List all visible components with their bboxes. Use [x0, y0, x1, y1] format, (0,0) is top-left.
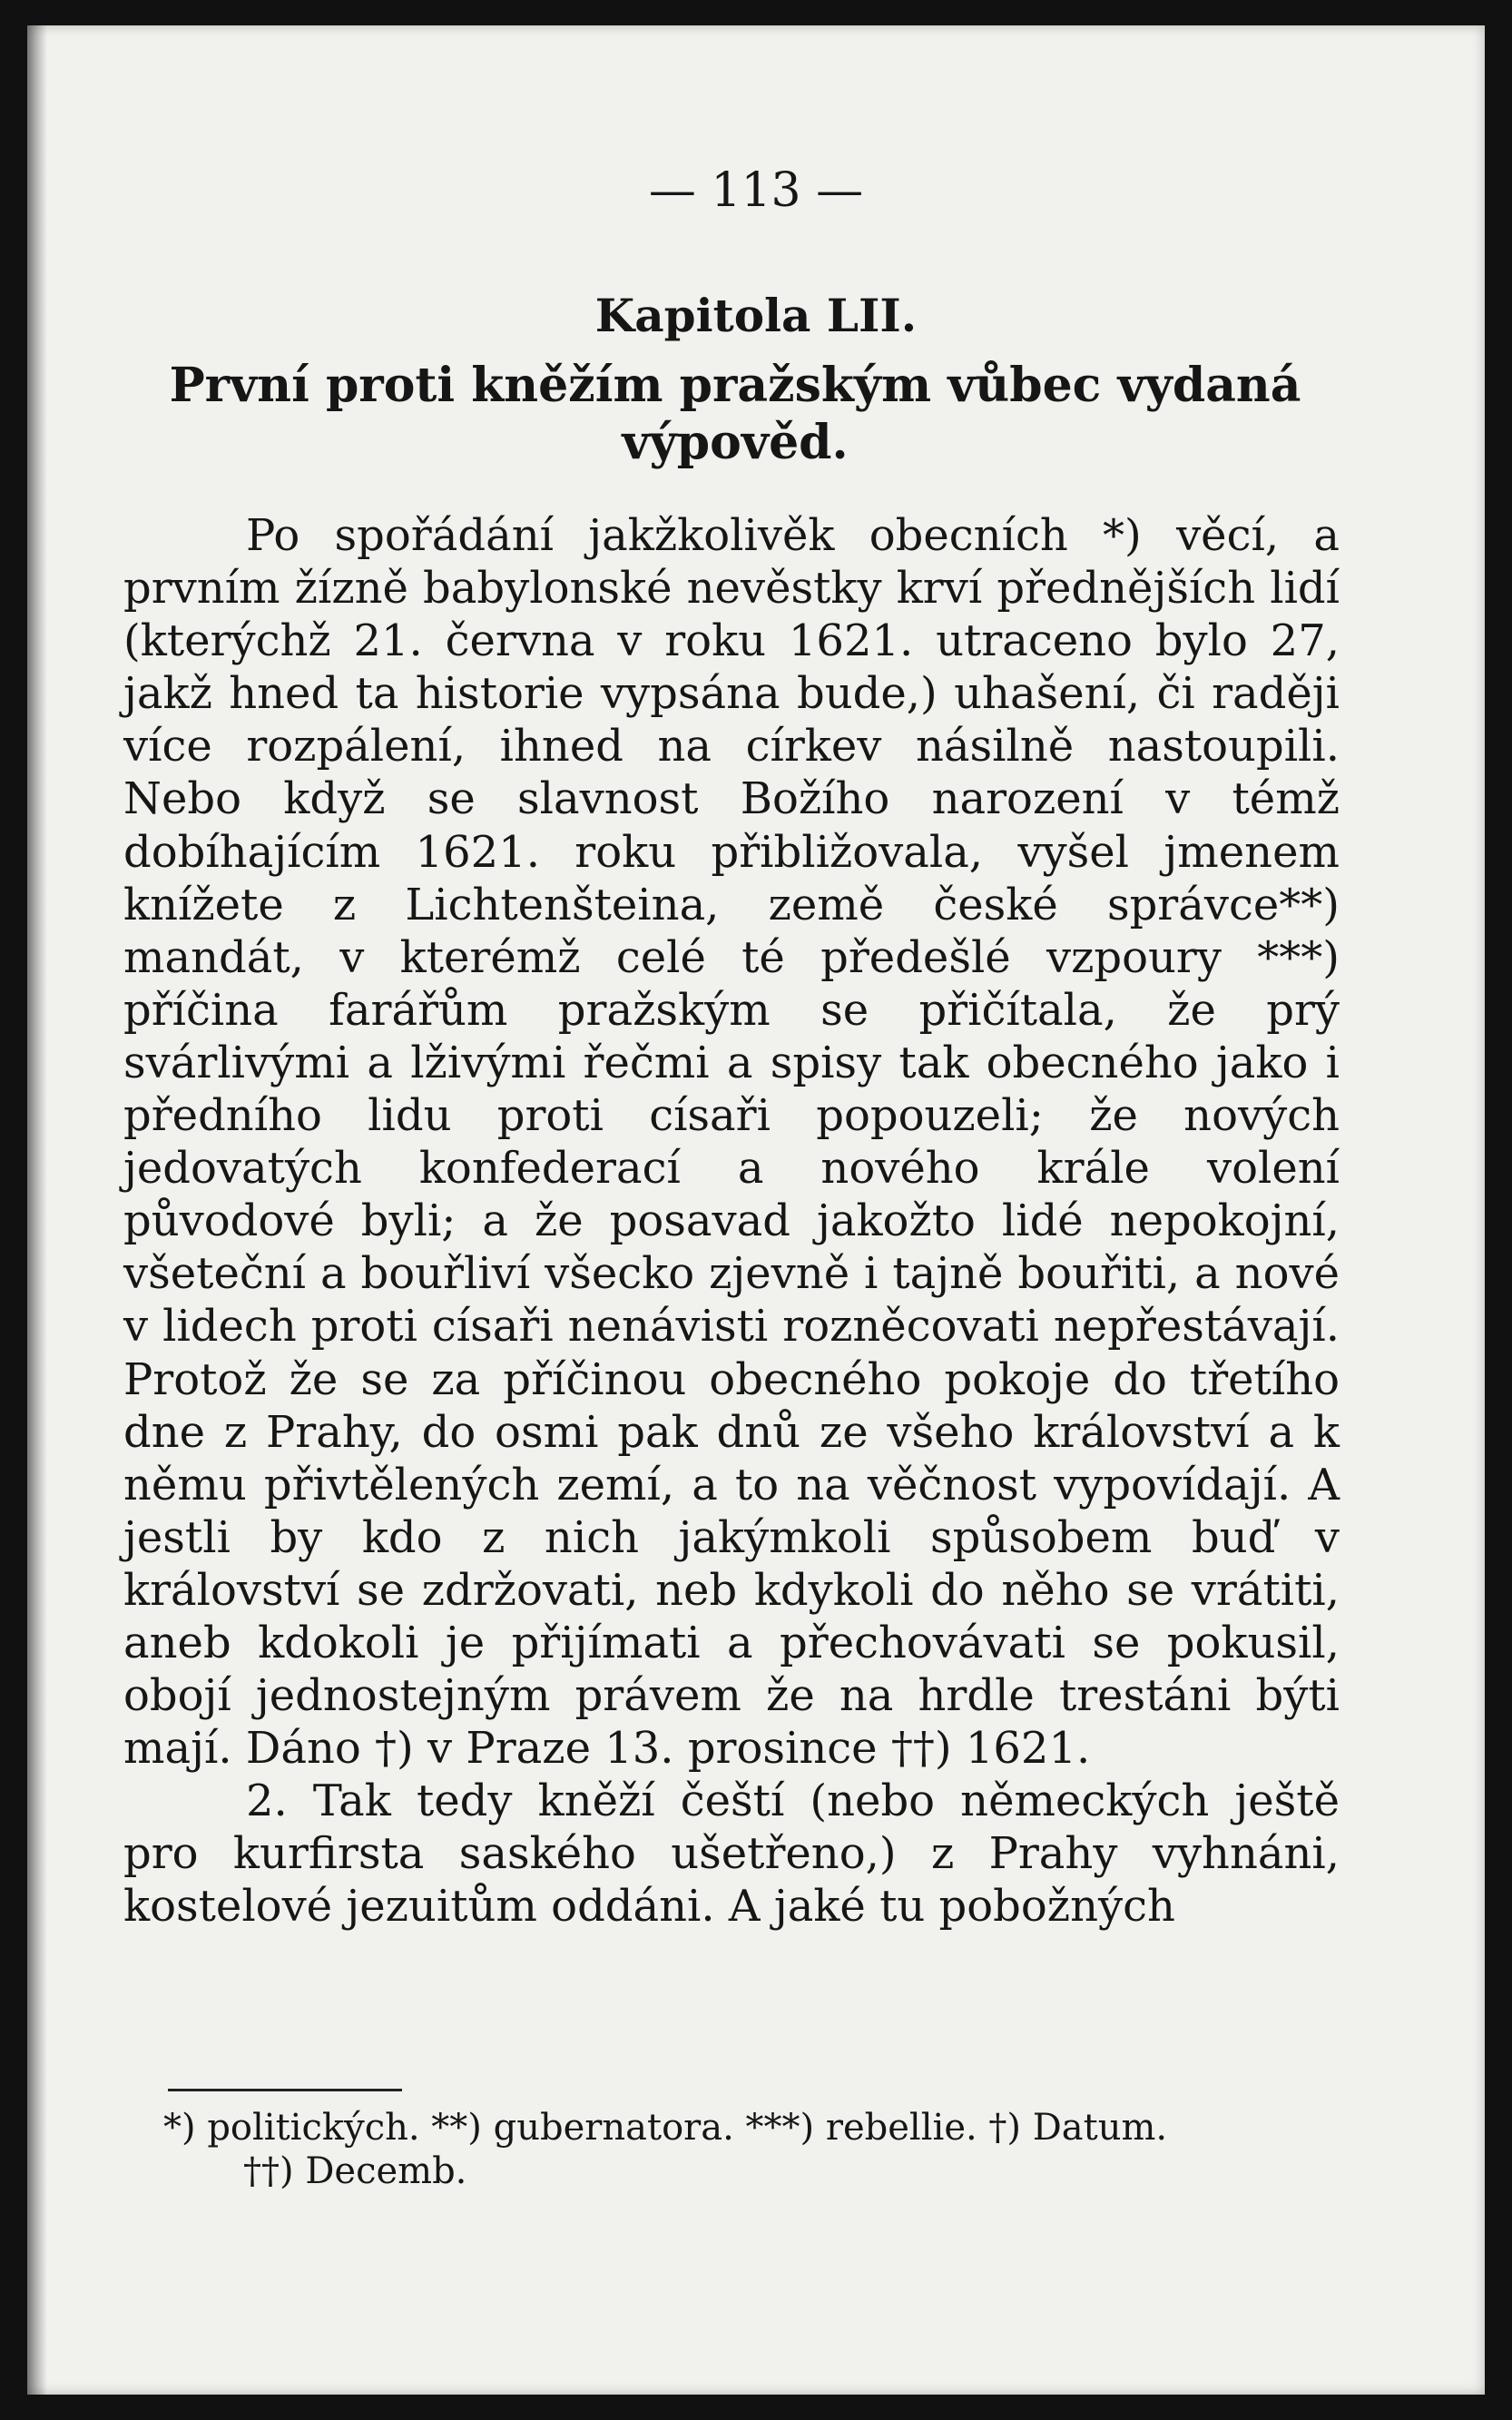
book-page: [27, 25, 1485, 2395]
footnotes: [163, 2106, 1298, 2193]
footnote-rule: [168, 2089, 402, 2091]
paragraph: 2. Tak tedy kněží čeští (nebo německých ještě pro kurfirsta saského ušetřeno,) z Prahy vyhnáni, kostelové jezuitům oddáni. A jaké tu pobožných: [123, 1776, 1340, 1933]
paragraph: Po spořádání jakžkolivěk obecních *) věcí, a prvním žízně babylonské nevěstky krví přednějších lidí (kterýchž 21. června v roku 1621. utraceno bylo 27, jakž hned ta historie vypsána bude,) uhašení, či raději více rozpálení, ihned na církev násilně nastoupili. Nebo když se slavnost Božího narození v témž dobíhajícím 1621. roku přibližovala, vyšel jmenem knížete z Lichtenšteina, země české správce**) mandát, v kterémž celé té předešlé vzpoury ***) příčina farářům pražským se přičítala, že prý svárlivými a lživými řečmi a spisy tak obecného jako i předního lidu proti císaři popouzeli; že nových jedovatých konfederací a nového krále volení původové byli; a že posavad jakožto lidé nepokojní, všeteční a bouřliví všecko zjevně i tajně bouřiti, a nové v lidech proti císaři nenávisti rozněcovati nepřestávají. Protož že se za příčinou obecného pokoje do třetího dne z Prahy, do osmi pak dnů ze všeho království a k němu přivtělených zemí, a to na věčnost vypovídají. A jestli by kdo z nich jakýmkoli spůsobem buď v království se zdržovati, neb kdykoli do něho se vrátiti, aneb kdokoli je přijímati a přechovávati se pokusil, obojí jednostejným právem že na hrdle trestáni býti mají. Dáno †) v Praze 13. prosince ††) 1621.: [123, 510, 1340, 1775]
page-number: — 113 —: [648, 163, 864, 218]
footnote-line: ††) Decemb.: [243, 2150, 467, 2192]
chapter-heading: Kapitola LII.: [594, 289, 918, 342]
body-text: [123, 509, 1340, 1933]
chapter-title: První proti kněžím pražským vůbec vydaná výpověd.: [169, 358, 1301, 470]
footnote-line: *) politických. **) gubernatora. ***) rebellie. †) Datum.: [163, 2107, 1168, 2149]
